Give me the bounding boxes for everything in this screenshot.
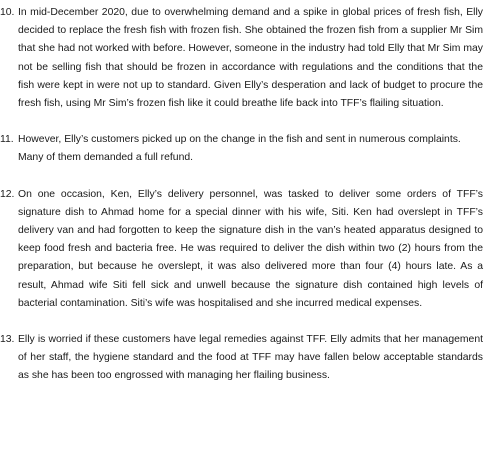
paragraph-number: 11. [0, 134, 14, 146]
paragraph-text: Elly is worried if these customers have legal remedies against TFF. Elly admits that her management of her staff, the hygiene standard and the food at TFF may have fallen below acceptable standards as she has been too engrossed with managing her flailing business. [18, 334, 483, 382]
paragraph-11 [0, 131, 483, 167]
paragraph-number: 10. [0, 7, 15, 18]
paragraph-number: 12. [0, 188, 15, 200]
paragraph-text: However, Elly’s customers picked up on the change in the fish and sent in numerous complaints. Many of them demanded a full refund. [18, 134, 461, 164]
paragraph-number: 13. [0, 334, 15, 346]
paragraph-text: On one occasion, Ken, Elly’s delivery personnel, was tasked to deliver some orders of TFF’s signature dish to Ahmad home for a special dinner with his wife, Siti. Ken had overslept in TFF’s delivery van and had forgotten to keep the signature dish in the van’s heated apparatus designed to keep food fresh and bacteria free. He was required to deliver the dish within two (2) hours from the preparation, but because he overslept, it was also delivered more than four (4) hours late. As a result, Ahmad wife Siti fell sick and unwell because the signature dish contained high levels of bacterial contamination. Siti’s wife was hospitalised and she incurred medical expenses. [18, 188, 483, 309]
paragraph-text: In mid-December 2020, due to overwhelming demand and a spike in global prices of fresh fish, Elly decided to replace the fresh fish with frozen fish. She obtained the frozen fish from a supplier Mr Sim that she had not worked with before. However, someone in the industry had told Elly that Mr Sim may not be selling fish that should be frozen in accordance with regulations and the conditions that the fish were kept in were not up to standard. Given Elly’s desperation and lack of budget to procure the fresh fish, using Mr Sim’s frozen fish like it could breathe life back into TFF’s flailing situation. [18, 7, 483, 110]
paragraph-13 [0, 331, 483, 386]
paragraph-12 [0, 186, 483, 313]
paragraph-10 [0, 4, 483, 113]
